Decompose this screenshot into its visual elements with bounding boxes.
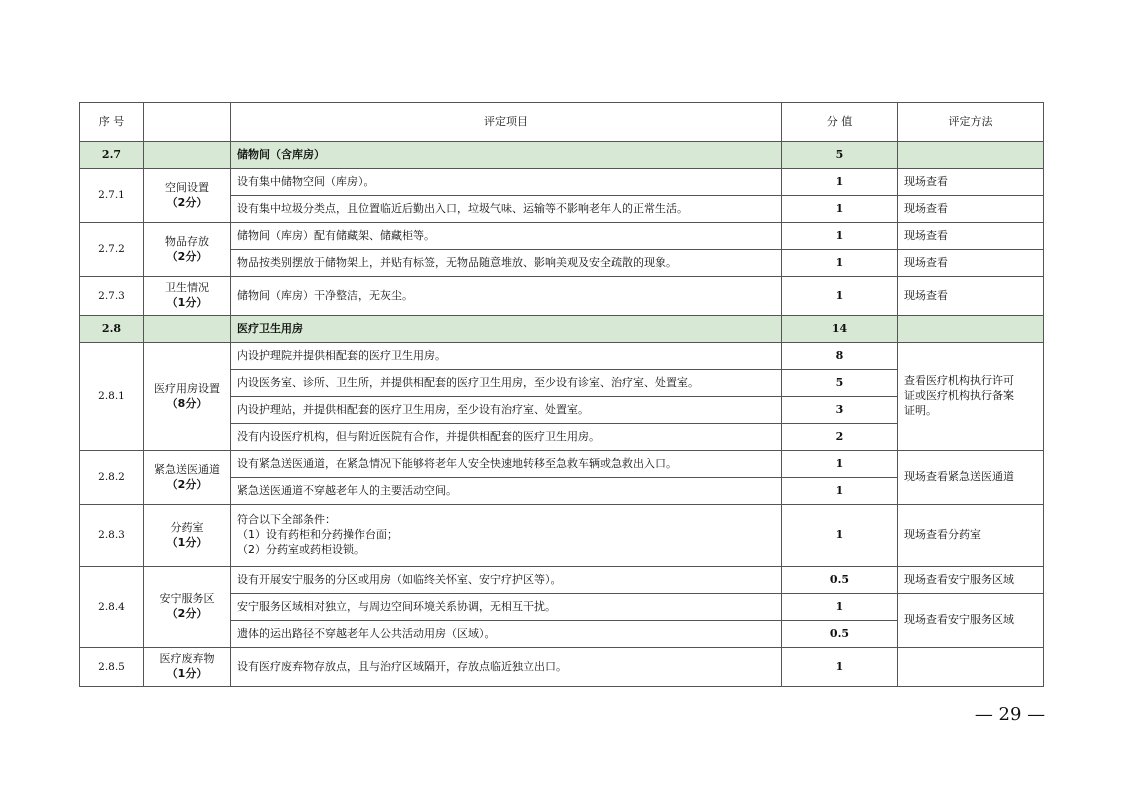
criterion-text: 内设护理院并提供相配套的医疗卫生用房。 (231, 343, 782, 370)
subitem-name: 安宁服务区 (159, 592, 215, 606)
criterion-text: 设有紧急送医通道，在紧急情况下能够将老年人安全快速地转移至急救车辆或急救出入口。 (231, 451, 782, 478)
subitem-cell (144, 451, 231, 505)
criterion-score: 0.5 (782, 621, 898, 648)
criterion-method: 现场查看 (898, 250, 1044, 277)
table-row (80, 648, 1044, 687)
criterion-score: 3 (782, 397, 898, 424)
table-row (80, 343, 1044, 370)
criterion-text: 安宁服务区域相对独立，与周边空间环境关系协调，无相互干扰。 (231, 594, 782, 621)
section-title: 医疗卫生用房 (231, 316, 782, 343)
subitem-name: 物品存放 (165, 234, 209, 248)
criterion-method: 现场查看分药室 (898, 505, 1044, 567)
subitem-points: （8分） (166, 396, 208, 410)
criterion-score: 0.5 (782, 567, 898, 594)
subitem-cell (144, 648, 231, 687)
criterion-method: 现场查看 (898, 196, 1044, 223)
criterion-text: 储物间（库房）配有储藏架、储藏柜等。 (231, 223, 782, 250)
table-row (80, 451, 1044, 478)
item-code: 2.8.3 (80, 505, 144, 567)
method-line: 证明。 (904, 403, 937, 417)
criterion-score: 1 (782, 196, 898, 223)
criterion-score: 8 (782, 343, 898, 370)
table-row (80, 567, 1044, 594)
criterion-score: 1 (782, 648, 898, 687)
criterion-method: 现场查看 (898, 169, 1044, 196)
section-blank (144, 142, 231, 169)
criterion-text: 内设护理站，并提供相配套的医疗卫生用房，至少设有治疗室、处置室。 (231, 397, 782, 424)
criterion-method: 现场查看安宁服务区域 (898, 567, 1044, 594)
header-score: 分 值 (782, 103, 898, 142)
method-line: 查看医疗机构执行许可 (904, 374, 1014, 388)
section-code: 2.8 (80, 316, 144, 343)
subitem-cell (144, 277, 231, 316)
section-score: 5 (782, 142, 898, 169)
criterion-text: 物品按类别摆放于储物架上，并贴有标签，无物品随意堆放、影响美观及安全疏散的现象。 (231, 250, 782, 277)
header-seq: 序 号 (80, 103, 144, 142)
item-code: 2.8.1 (80, 343, 144, 451)
subitem-points: （1分） (166, 535, 208, 549)
section-method-blank (898, 316, 1044, 343)
criterion-score: 1 (782, 250, 898, 277)
criterion-method: 现场查看紧急送医通道 (898, 451, 1044, 505)
criterion-score: 5 (782, 370, 898, 397)
section-code: 2.7 (80, 142, 144, 169)
section-blank (144, 316, 231, 343)
subitem-name: 分药室 (170, 520, 204, 534)
header-item: 评定项目 (231, 103, 782, 142)
subitem-cell (144, 169, 231, 223)
criterion-method (898, 343, 1044, 451)
table-row (80, 169, 1044, 196)
criterion-text: 设有集中储物空间（库房）。 (231, 169, 782, 196)
table-row (80, 223, 1044, 250)
criterion-method: 现场查看 (898, 223, 1044, 250)
criterion-text: 设有医疗废弃物存放点，且与治疗区域隔开，存放点临近独立出口。 (231, 648, 782, 687)
criterion-line: （2）分药室或药柜设锁。 (237, 542, 365, 556)
criterion-score: 1 (782, 169, 898, 196)
criterion-method (898, 648, 1044, 687)
criterion-score: 1 (782, 478, 898, 505)
criterion-method: 现场查看 (898, 277, 1044, 316)
item-code: 2.7.1 (80, 169, 144, 223)
subitem-points: （1分） (166, 667, 208, 680)
criterion-text: 储物间（库房）干净整洁，无灰尘。 (231, 277, 782, 316)
table-row (80, 277, 1044, 316)
criterion-score: 1 (782, 451, 898, 478)
criterion-score: 1 (782, 594, 898, 621)
subitem-name: 紧急送医通道 (154, 462, 220, 476)
section-row-2-8 (80, 316, 1044, 343)
criterion-method: 现场查看安宁服务区域 (898, 594, 1044, 648)
criterion-text: 设有开展安宁服务的分区或用房（如临终关怀室、安宁疗护区等）。 (231, 567, 782, 594)
table-row (80, 505, 1044, 567)
criterion-score: 1 (782, 505, 898, 567)
subitem-name: 医疗废弃物 (159, 652, 215, 666)
criterion-text: 紧急送医通道不穿越老年人的主要活动空间。 (231, 478, 782, 505)
criterion-text: 遗体的运出路径不穿越老年人公共活动用房（区域）。 (231, 621, 782, 648)
header-method: 评定方法 (898, 103, 1044, 142)
criterion-text (231, 505, 782, 567)
criterion-text: 内设医务室、诊所、卫生所，并提供相配套的医疗卫生用房，至少设有诊室、治疗室、处置室。 (231, 370, 782, 397)
item-code: 2.7.2 (80, 223, 144, 277)
subitem-points: （2分） (166, 607, 208, 620)
subitem-cell (144, 223, 231, 277)
method-line: 证或医疗机构执行备案 (904, 389, 1014, 403)
subitem-points: （2分） (166, 195, 208, 209)
subitem-name: 卫生情况 (165, 281, 209, 295)
subitem-cell (144, 505, 231, 567)
item-code: 2.8.5 (80, 648, 144, 687)
subitem-cell (144, 567, 231, 648)
criterion-line: 符合以下全部条件： (237, 513, 336, 527)
subitem-points: （2分） (166, 477, 208, 491)
section-row-2-7 (80, 142, 1044, 169)
page-number: — 29 — (974, 704, 1046, 725)
criterion-score: 1 (782, 223, 898, 250)
item-code: 2.7.3 (80, 277, 144, 316)
table-header-row (80, 103, 1044, 142)
criterion-text: 设有集中垃圾分类点，且位置临近后勤出入口，垃圾气味、运输等不影响老年人的正常生活。 (231, 196, 782, 223)
item-code: 2.8.4 (80, 567, 144, 648)
criterion-score: 2 (782, 424, 898, 451)
subitem-name: 医疗用房设置 (154, 381, 220, 395)
criterion-score: 1 (782, 277, 898, 316)
subitem-name: 空间设置 (165, 180, 209, 194)
subitem-points: （1分） (166, 296, 208, 309)
item-code: 2.8.2 (80, 451, 144, 505)
header-blank (144, 103, 231, 142)
subitem-cell (144, 343, 231, 451)
subitem-points: （2分） (166, 249, 208, 263)
section-title: 储物间（含库房） (231, 142, 782, 169)
section-score: 14 (782, 316, 898, 343)
evaluation-table (79, 102, 1044, 687)
section-method-blank (898, 142, 1044, 169)
criterion-text: 没有内设医疗机构，但与附近医院有合作，并提供相配套的医疗卫生用房。 (231, 424, 782, 451)
criterion-line: （1）设有药柜和分药操作台面； (237, 528, 398, 542)
